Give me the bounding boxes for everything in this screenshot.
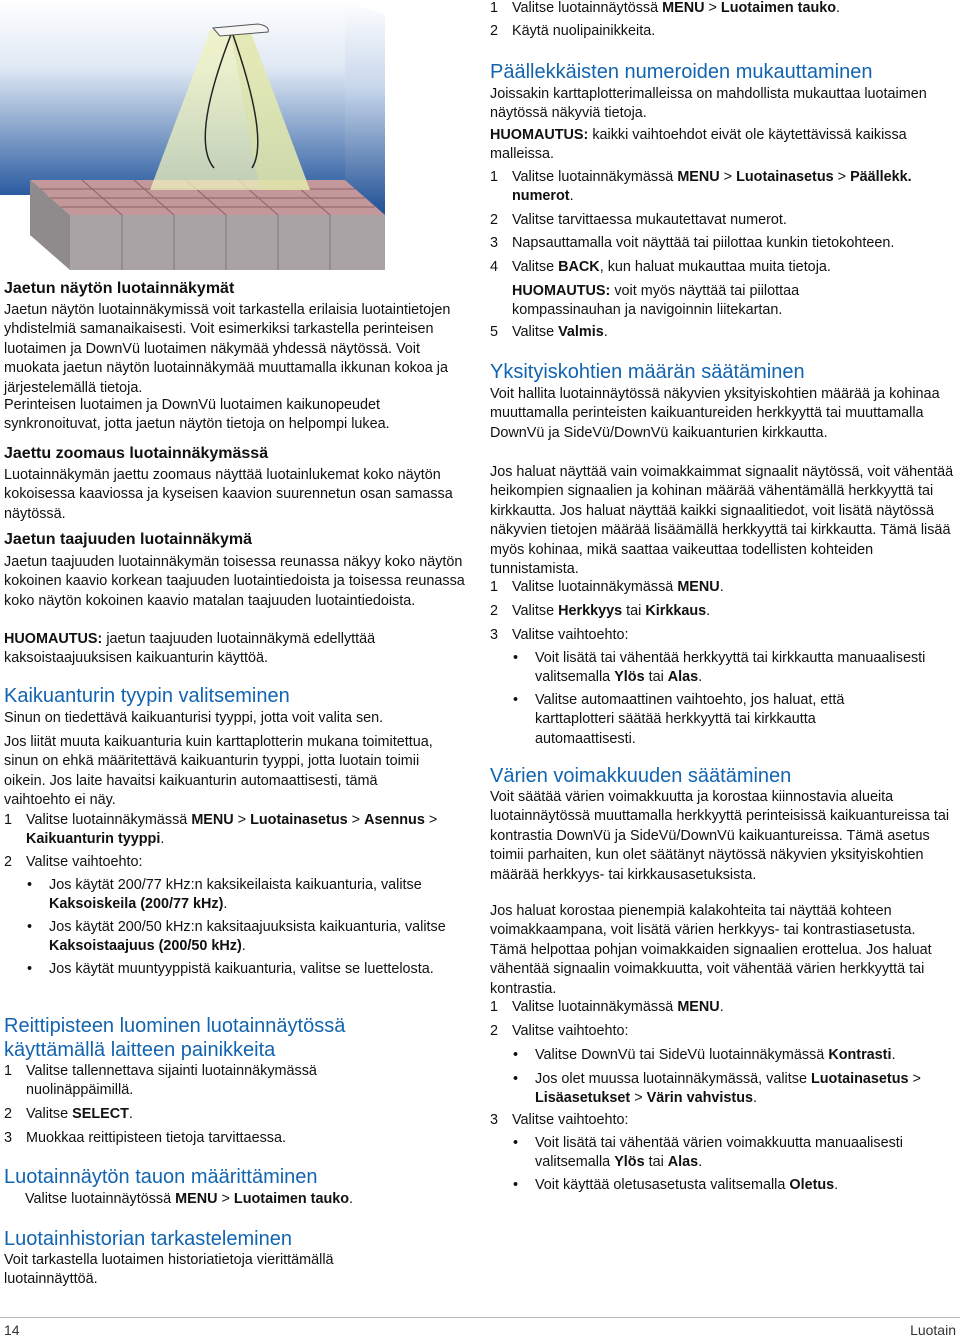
transducer-paragraph: Jos liität muuta kaikuanturia kuin karttaplotterin mukana toimitettua, sinun on ehkä määritettävä kaikuanturin tyyppi, jotta luotain toimii oikein. Jos laite havaitsi kaikuanturin automaattisesti, tämä vaihtoehto ei näy. [4, 734, 433, 809]
color-paragraph-1: Voit säätää värien voimakkuutta ja korostaa kiinnostavia alueita luotainnäytössä muuttamalla herkkyyttä perinteisissä kaikuantureissa tai kontrastia DownVü ja SideVü/DownVü kaikuantureissa. Tämä asetus toimii parhaiten, kun olet säätänyt näytössä näkyvien yksityiskohtien määrää herkkyys- tai kirkkausasetuksista. [490, 789, 950, 883]
waypoint-step-1: 1 Valitse tallennettava sijainti luotainnäkymässä nuolinäppäimillä. [4, 1063, 317, 1099]
detail-paragraph-1: Voit hallita luotainnäytössä näkyvien yksityiskohtien määrää ja kohinaa muuttamalla perinteisten kaikuantureiden herkkyyttä tai muuttamalla DownVü ja SideVü/DownVü kaikuanturien kirkkautta. [490, 386, 940, 441]
water-side-face [345, 0, 385, 215]
overlay-step-4: 4 Valitse BACK, kun haluat mukauttaa muita tietoja. [490, 259, 831, 275]
history-step-1: 1 Valitse luotainnäytössä MENU > Luotaimen tauko. [490, 0, 841, 16]
pause-instruction: Valitse luotainnäytössä MENU > Luotaimen tauko. [25, 1191, 354, 1207]
overlay-note: HUOMAUTUS: kaikki vaihtoehdot eivät ole käytettävissä kaikissa malleissa. [490, 127, 907, 163]
section-title-overlay-numbers: Päällekkäisten numeroiden mukauttaminen [490, 61, 873, 83]
transducer-option-other: • Jos käytät muuntyyppistä kaikuanturia, valitse se luettelosta. [4, 960, 449, 979]
color-option-default: • Voit käyttää oletusasetusta valitsemalla Oletus. [490, 1176, 960, 1195]
overlay-step-5: 5 Valitse Valmis. [490, 324, 608, 340]
overlay-paragraph: Joissakin karttaplotterimalleissa on mahdollista mukauttaa luotaimen näytössä näkyviä tietoja. [490, 86, 927, 122]
detail-option-auto: • Valitse automaattinen vaihtoehto, jos haluat, että karttaplotteri säätää herkkyyttä tai kirkkautta automaattisesti. [490, 691, 915, 749]
split-zoom-paragraph: Luotainnäkymän jaettu zoomaus näyttää luotainlukemat koko näytön kokoisessa kaaviossa ja kyseisen kaavion suurennetun osan samassa näytössä. [4, 467, 453, 522]
overlay-step-2: 2 Valitse tarvittaessa mukautettavat numerot. [490, 212, 787, 228]
transducer-step-1: 1 Valitse luotainnäkymässä MENU > Luotainasetus > Asennus > Kaikuanturin tyyppi. [4, 812, 438, 848]
section-title-pause: Luotainnäytön tauon määrittäminen [4, 1166, 318, 1188]
detail-step-1: 1 Valitse luotainnäkymässä MENU. [490, 579, 724, 595]
footer-section-name: Luotain [910, 1322, 956, 1338]
color-paragraph-2: Jos haluat korostaa pienempiä kalakohteita tai näyttää kohteen voimakkaampana, voit lisätä värien herkkyys- tai kontrastiasetusta. Tämä helpottaa pohjan voimakkaiden signaalien erottelua. Jos haluat vähentää signaalin voimakkuutta, voit vähentää värien herkkyyttä tai kontrastia. [490, 903, 932, 997]
section-title-color-intensity: Värien voimakkuuden säätäminen [490, 765, 792, 787]
transducer-option-dual-frequency: • Jos käytät 200/50 kHz:n kaksitaajuuksista kaikuanturia, valitse Kaksoistaajuus (200/50 kHz). [4, 918, 459, 957]
transducer-step-2: 2 Valitse vaihtoehto: [4, 854, 143, 870]
history-paragraph: Voit tarkastella luotaimen historiatietoja vierittämällä luotainnäyttöä. [4, 1252, 334, 1288]
waypoint-step-3: 3 Muokkaa reittipisteen tietoja tarvittaessa. [4, 1130, 286, 1146]
color-step-3: 3 Valitse vaihtoehto: [490, 1112, 629, 1128]
detail-option-manual: • Voit lisätä tai vähentää herkkyyttä tai kirkkautta manuaalisesti valitsemalla Ylös tai Alas. [490, 649, 935, 688]
floor-front [70, 215, 385, 270]
transducer-intro: Sinun on tiedettävä kaikuanturisi tyyppi, jotta voit valita sen. [4, 710, 384, 726]
section-title-split-zoom: Jaettu zoomaus luotainnäkymässä [4, 445, 269, 462]
section-title-history: Luotainhistorian tarkasteleminen [4, 1228, 292, 1250]
transducer-option-dual-beam: • Jos käytät 200/77 kHz:n kaksikeilaista kaikuanturia, valitse Kaksoiskeila (200/77 kHz). [4, 876, 479, 915]
overlay-step-1: 1 Valitse luotainnäkymässä MENU > Luotainasetus > Päällekk. numerot. [490, 169, 912, 205]
history-step-2: 2 Käytä nuolipainikkeita. [490, 23, 656, 39]
split-views-paragraph: Jaetun näytön luotainnäkymissä voit tarkastella erilaisia luotaintietojen yhdistelmiä samanaikaisesti. Voit esimerkiksi tarkastella perinteisen luotaimen ja DownVü luotaimen näkymää yhdessä näytössä. Voit muokata jaetun näytön luotainnäkymää muuttamalla ikkunan kokoa ja järjestelemällä tietoja. [4, 302, 451, 396]
color-option-gain: • Jos olet muussa luotainnäkymässä, valitse Luotainasetus > Lisäasetukset > Värin vahvistus. [490, 1070, 960, 1109]
color-option-contrast: • Valitse DownVü tai SideVü luotainnäkymässä Kontrasti. [490, 1046, 960, 1065]
color-option-manual: • Voit lisätä tai vähentää värien voimakkuutta manuaalisesti valitsemalla Ylös tai Alas. [490, 1134, 955, 1173]
section-title-transducer-type: Kaikuanturin tyypin valitseminen [4, 685, 290, 707]
split-frequency-paragraph: Jaetun taajuuden luotainnäkymän toisessa reunassa näkyy koko näytön kokoinen kaavio korkean taajuuden luotaintiedoista ja toisessa reunassa koko näytön kokoinen kaavio matalan taajuuden luotaintiedoista. [4, 554, 465, 609]
section-title-waypoint: Reittipisteen luominen luotainnäytössä käyttämällä laitteen painikkeita [4, 1015, 346, 1061]
overlay-step-4-note: HUOMAUTUS: voit myös näyttää tai piilottaa kompassinauhan ja navigoinnin liitekartan. [512, 283, 800, 319]
split-frequency-note: HUOMAUTUS: jaetun taajuuden luotainnäkymä edellyttää kaksoistaajuuksisen kaikuanturin käyttöä. [4, 631, 376, 667]
section-title-detail-level: Yksityiskohtien määrän säätäminen [490, 361, 805, 383]
page-number: 14 [4, 1322, 20, 1338]
section-title-split-views: Jaetun näytön luotainnäkymät [4, 280, 235, 297]
detail-step-2: 2 Valitse Herkkyys tai Kirkkaus. [490, 603, 711, 619]
waypoint-step-2: 2 Valitse SELECT. [4, 1106, 133, 1122]
section-title-split-frequency: Jaetun taajuuden luotainnäkymä [4, 531, 253, 548]
overlay-step-3: 3 Napsauttamalla voit näyttää tai piilottaa kunkin tietokohteen. [490, 235, 895, 251]
footer-rule [0, 1317, 960, 1318]
detail-step-3: 3 Valitse vaihtoehto: [490, 627, 629, 643]
sonar-illustration [0, 0, 480, 270]
color-step-1: 1 Valitse luotainnäkymässä MENU. [490, 999, 724, 1015]
detail-paragraph-2: Jos haluat näyttää vain voimakkaimmat signaalit näytössä, voit vähentää heikompien signaalien ja kohinan määrää vähentämällä herkkyyttä tai kirkkautta. Jos haluat näyttää kaikki signaalitiedot, voit lisätä näytössä näkyvien tietojen määrää lisäämällä herkkyyttä tai kirkkautta. Tämä lisää myös kohinaa, mikä saattaa vaikeuttaa todellisten kohteiden tunnistamista. [490, 464, 954, 578]
sync-paragraph: Perinteisen luotaimen ja DownVü luotaimen kaikunopeudet synkronoituvat, jotta jaetun näytön tietoja on helpompi lukea. [4, 397, 390, 433]
color-step-2: 2 Valitse vaihtoehto: [490, 1023, 629, 1039]
